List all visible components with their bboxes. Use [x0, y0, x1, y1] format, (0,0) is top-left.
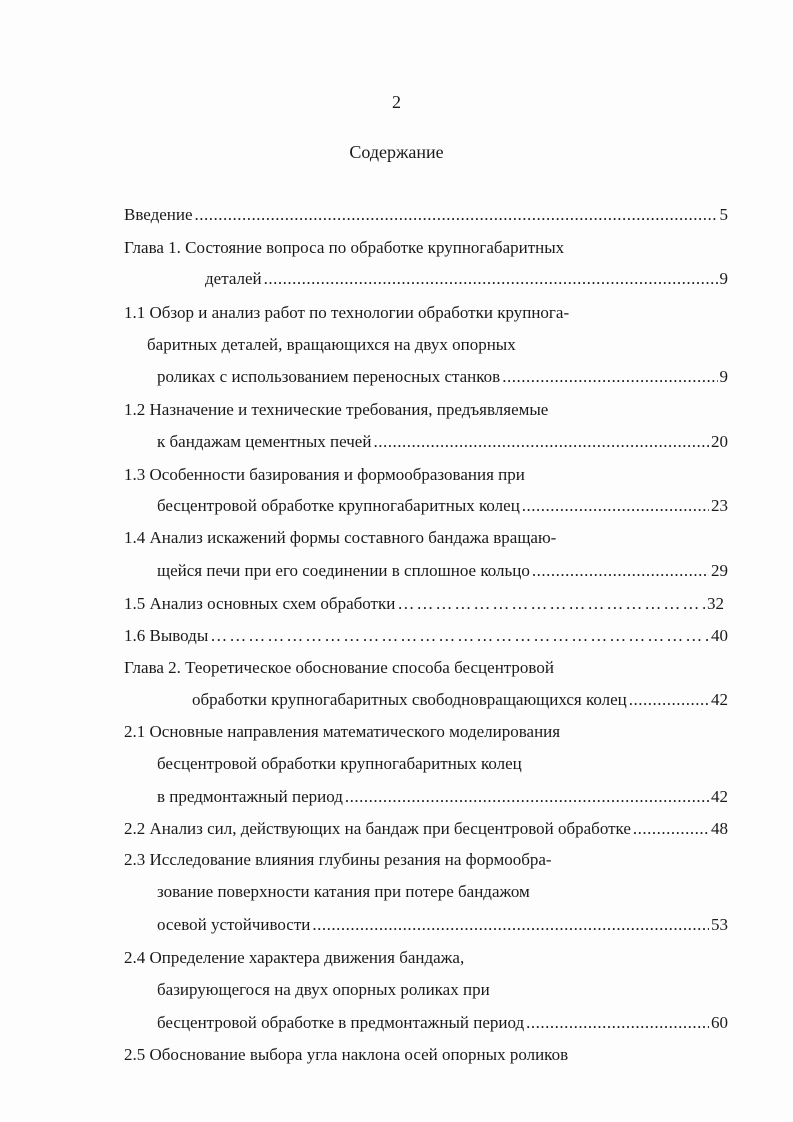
toc-entry-2-3-end: осевой устойчивости ..... 53	[157, 913, 728, 937]
toc-entry-2-3: 2.3 Исследование влияния глубины резания на формообра-	[124, 850, 552, 869]
toc-entry-1-3: 1.3 Особенности базирования и формообразования при	[124, 465, 525, 484]
toc-entry-2-4: 2.4 Определение характера движения бандажа,	[124, 948, 465, 967]
toc-entry-1-2-end: к бандажам цементных печей ..... 20	[157, 430, 728, 454]
toc-entry-1-1-end: роликах с использованием переносных станков ..... 9	[157, 365, 728, 389]
toc-entry-2-5: 2.5 Обоснование выбора угла наклона осей опорных роликов	[124, 1045, 569, 1064]
toc-entry-2-1-end: в предмонтажный период ..... 42	[157, 785, 728, 809]
toc-entry-chapter-2: Глава 2. Теоретическое обоснование способа бесцентровой	[124, 658, 554, 677]
toc-entry-1-1-cont: баритных деталей, вращающихся на двух опорных	[147, 335, 516, 354]
toc-entry-2-2: 2.2 Анализ сил, действующих на бандаж при бесцентровой обработке ..... 48	[124, 817, 728, 841]
page-number: 2	[392, 92, 401, 112]
toc-entry-2-3-cont: зование поверхности катания при потере бандажом	[157, 882, 530, 901]
toc-entry-1-3-end: бесцентровой обработке крупногабаритных колец ..... 23	[157, 494, 728, 518]
toc-entry-1-1: 1.1 Обзор и анализ работ по технологии обработки крупнога-	[124, 303, 570, 322]
toc-entry-chapter-1: Глава 1. Состояние вопроса по обработке крупногабаритных	[124, 238, 565, 257]
toc-entry-1-5: 1.5 Анализ основных схем обработки ………………………………………………………………………………………………………………………………………………………… 32	[124, 592, 724, 616]
toc-entry-1-2: 1.2 Назначение и технические требования, предъявляемые	[124, 400, 549, 419]
toc-entry-1-4: 1.4 Анализ искажений формы составного бандажа вращаю-	[124, 528, 557, 547]
toc-entry-chapter-2-cont: обработки крупногабаритных свободновращающихся колец ..... 42	[192, 688, 728, 712]
toc-entry-intro: Введение ..... 5	[124, 203, 728, 227]
toc-entry-2-4-cont: базирующегося на двух опорных роликах при	[157, 980, 490, 999]
toc-entry-1-4-end: щейся печи при его соединении в сплошное кольцо ..... 29	[157, 559, 728, 583]
toc-entry-2-1: 2.1 Основные направления математического моделирования	[124, 722, 561, 741]
toc-entry-chapter-1-cont: деталей ..... 9	[205, 267, 728, 291]
toc-entry-1-6: 1.6 Выводы ………………………………………………………………………………………………………………………………………………………… 40	[124, 624, 728, 648]
toc-entry-2-1-cont: бесцентровой обработки крупногабаритных колец	[157, 754, 522, 773]
page-title: Содержание	[349, 142, 444, 162]
toc-entry-2-4-end: бесцентровой обработке в предмонтажный период ..... 60	[157, 1011, 728, 1035]
